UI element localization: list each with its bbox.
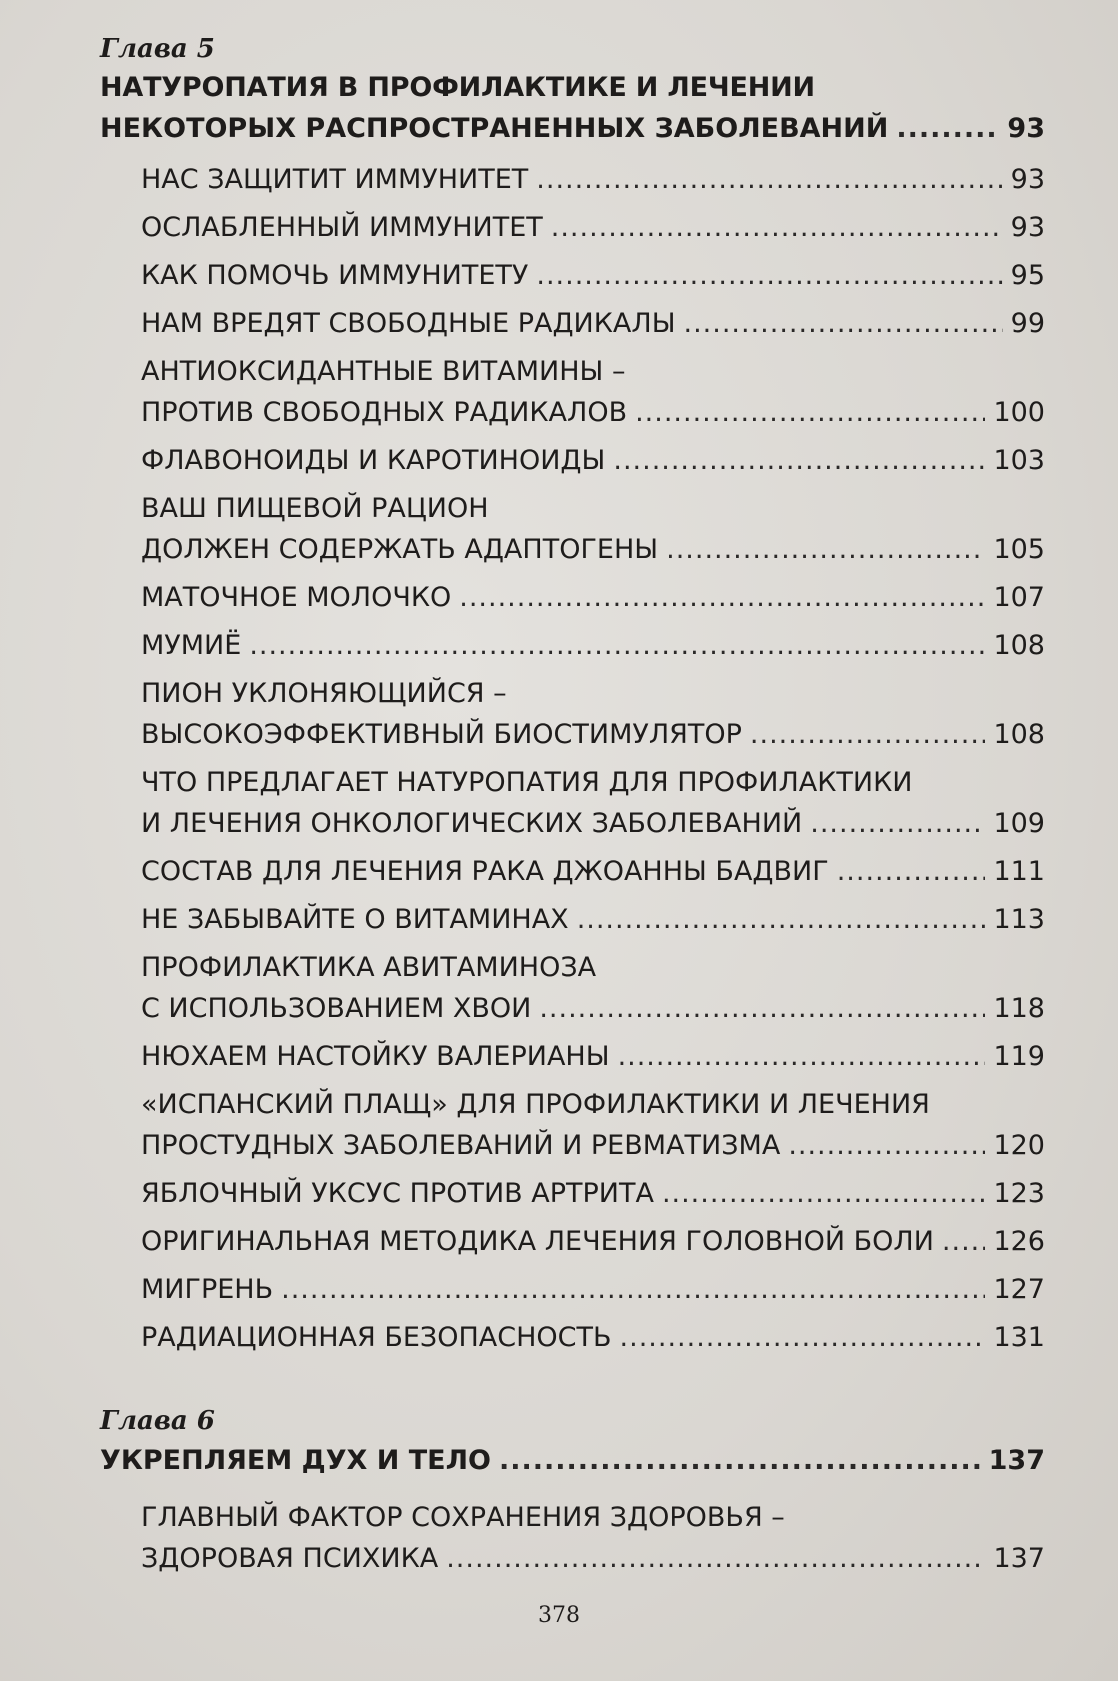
toc-entry-title: МИГРЕНЬ bbox=[141, 1274, 274, 1305]
toc-entry bbox=[141, 762, 1045, 844]
toc-entry-title: И ЛЕЧЕНИЯ ОНКОЛОГИЧЕСКИХ ЗАБОЛЕВАНИЙ bbox=[141, 808, 803, 839]
chapter-6-entries bbox=[141, 1497, 1045, 1586]
leader-dots bbox=[662, 1173, 986, 1214]
chapter-6-title: УКРЕПЛЯЕМ ДУХ И ТЕЛО bbox=[100, 1445, 491, 1476]
toc-entry bbox=[141, 851, 1045, 892]
leader-dots bbox=[551, 207, 1003, 248]
leader-dots bbox=[281, 1269, 985, 1310]
toc-entry-title: ОСЛАБЛЕННЫЙ ИММУНИТЕТ bbox=[141, 212, 543, 243]
toc-entry-page: 118 bbox=[993, 993, 1045, 1024]
chapter-5-title-line-1: НАТУРОПАТИЯ В ПРОФИЛАКТИКЕ И ЛЕЧЕНИИ bbox=[100, 72, 815, 103]
toc-entry-page: 126 bbox=[993, 1226, 1045, 1257]
toc-entry bbox=[141, 899, 1045, 940]
toc-entry bbox=[141, 351, 1045, 433]
toc-entry-row bbox=[141, 803, 1045, 844]
chapter-5-title-row bbox=[100, 108, 1045, 149]
toc-entry bbox=[141, 159, 1045, 200]
toc-entry-title: КАК ПОМОЧЬ ИММУНИТЕТУ bbox=[141, 260, 529, 291]
toc-entry-row bbox=[141, 577, 1045, 618]
toc-entry-row bbox=[141, 851, 1045, 892]
toc-entry-title: ПРОТИВ СВОБОДНЫХ РАДИКАЛОВ bbox=[141, 397, 628, 428]
toc-entry bbox=[141, 440, 1045, 481]
toc-entry-title: С ИСПОЛЬЗОВАНИЕМ ХВОИ bbox=[141, 993, 532, 1024]
leader-dots bbox=[613, 440, 985, 481]
toc-entry-page: 95 bbox=[1010, 260, 1045, 291]
chapter-6-page: 137 bbox=[988, 1445, 1045, 1476]
toc-entry bbox=[141, 207, 1045, 248]
toc-entry-row bbox=[141, 1036, 1045, 1077]
leader-dots bbox=[620, 1317, 986, 1358]
toc-entry-row bbox=[141, 1269, 1045, 1310]
toc-entry-row bbox=[141, 529, 1045, 570]
chapter-5-title-line-2: НЕКОТОРЫХ РАСПРОСТРАНЕННЫХ ЗАБОЛЕВАНИЙ bbox=[100, 113, 889, 144]
toc-entry bbox=[141, 303, 1045, 344]
toc-entry bbox=[141, 1269, 1045, 1310]
page-number: 378 bbox=[538, 1603, 580, 1628]
leader-dots bbox=[536, 159, 1002, 200]
toc-entry bbox=[141, 1497, 1045, 1579]
toc-entry-title-line: ЧТО ПРЕДЛАГАЕТ НАТУРОПАТИЯ ДЛЯ ПРОФИЛАКТИКИ bbox=[141, 767, 913, 798]
leader-dots bbox=[684, 303, 1003, 344]
chapter-6-heading bbox=[100, 1404, 1045, 1481]
leader-dots bbox=[837, 851, 986, 892]
leader-dots bbox=[635, 392, 985, 433]
toc-entry-page: 103 bbox=[993, 445, 1045, 476]
leader-dots bbox=[446, 1538, 985, 1579]
toc-entry-page: 123 bbox=[993, 1178, 1045, 1209]
leader-dots bbox=[942, 1221, 986, 1262]
toc-entry-row bbox=[141, 303, 1045, 344]
toc-entry bbox=[141, 255, 1045, 296]
toc-entry-row bbox=[141, 1317, 1045, 1358]
toc-entry-title-line: ГЛАВНЫЙ ФАКТОР СОХРАНЕНИЯ ЗДОРОВЬЯ – bbox=[141, 1502, 785, 1533]
toc-entry bbox=[141, 488, 1045, 570]
toc-entry-title: ЯБЛОЧНЫЙ УКСУС ПРОТИВ АРТРИТА bbox=[141, 1178, 654, 1209]
leader-dots bbox=[750, 714, 986, 755]
toc-entry-page: 109 bbox=[993, 808, 1045, 839]
toc-entry-row bbox=[141, 1221, 1045, 1262]
toc-entry bbox=[141, 1173, 1045, 1214]
toc-entry-title: ЗДОРОВАЯ ПСИХИКА bbox=[141, 1543, 439, 1574]
toc-entry-title: НАМ ВРЕДЯТ СВОБОДНЫЕ РАДИКАЛЫ bbox=[141, 308, 676, 339]
leader-dots bbox=[788, 1125, 985, 1166]
toc-entry-title: ОРИГИНАЛЬНАЯ МЕТОДИКА ЛЕЧЕНИЯ ГОЛОВНОЙ БОЛИ bbox=[141, 1226, 934, 1257]
chapter-5-page: 93 bbox=[1007, 113, 1045, 144]
toc-entry bbox=[141, 1221, 1045, 1262]
leader-dots bbox=[249, 625, 985, 666]
toc-entry-title: МАТОЧНОЕ МОЛОЧКО bbox=[141, 582, 452, 613]
toc-entry-title: НЮХАЕМ НАСТОЙКУ ВАЛЕРИАНЫ bbox=[141, 1041, 610, 1072]
toc-entry-title: ФЛАВОНОИДЫ И КАРОТИНОИДЫ bbox=[141, 445, 606, 476]
toc-entry-page: 99 bbox=[1010, 308, 1045, 339]
chapter-5-heading bbox=[100, 32, 1045, 149]
toc-entry-row bbox=[141, 255, 1045, 296]
toc-entry-row bbox=[141, 625, 1045, 666]
toc-entry-page: 127 bbox=[993, 1274, 1045, 1305]
chapter-5-label: Глава 5 bbox=[100, 34, 215, 64]
toc-entry-row bbox=[141, 440, 1045, 481]
toc-entry-page: 111 bbox=[993, 856, 1045, 887]
leader-dots bbox=[459, 577, 985, 618]
toc-entry-title: НАС ЗАЩИТИТ ИММУНИТЕТ bbox=[141, 164, 529, 195]
leader-dots bbox=[618, 1036, 986, 1077]
toc-entry-title: СОСТАВ ДЛЯ ЛЕЧЕНИЯ РАКА ДЖОАННЫ БАДВИГ bbox=[141, 856, 829, 887]
toc-entry-row bbox=[141, 392, 1045, 433]
leader-dots bbox=[666, 529, 985, 570]
toc-entry-row bbox=[141, 988, 1045, 1029]
toc-entry bbox=[141, 577, 1045, 618]
toc-entry bbox=[141, 1036, 1045, 1077]
leader-dots bbox=[577, 899, 986, 940]
toc-entry-title: ДОЛЖЕН СОДЕРЖАТЬ АДАПТОГЕНЫ bbox=[141, 534, 659, 565]
toc-entry-row bbox=[141, 1173, 1045, 1214]
toc-entry bbox=[141, 673, 1045, 755]
toc-entry-row bbox=[141, 899, 1045, 940]
toc-entry-title-line: ПИОН УКЛОНЯЮЩИЙСЯ – bbox=[141, 678, 507, 709]
toc-entry bbox=[141, 1084, 1045, 1166]
toc-entry-page: 119 bbox=[993, 1041, 1045, 1072]
toc-entry-page: 93 bbox=[1010, 212, 1045, 243]
leader-dots bbox=[539, 988, 985, 1029]
toc-entry-page: 107 bbox=[993, 582, 1045, 613]
toc-entry-title: ВЫСОКОЭФФЕКТИВНЫЙ БИОСТИМУЛЯТОР bbox=[141, 719, 742, 750]
toc-entry-title: ПРОСТУДНЫХ ЗАБОЛЕВАНИЙ И РЕВМАТИЗМА bbox=[141, 1130, 781, 1161]
chapter-5-entries bbox=[141, 159, 1045, 1365]
toc-entry-title-line: «ИСПАНСКИЙ ПЛАЩ» ДЛЯ ПРОФИЛАКТИКИ И ЛЕЧЕНИЯ bbox=[141, 1089, 930, 1120]
toc-entry-page: 100 bbox=[993, 397, 1045, 428]
toc-entry-page: 131 bbox=[993, 1322, 1045, 1353]
toc-entry-page: 137 bbox=[993, 1543, 1045, 1574]
leader-dots bbox=[896, 108, 999, 149]
toc-entry-page: 93 bbox=[1010, 164, 1045, 195]
toc-entry-row bbox=[141, 159, 1045, 200]
toc-entry-page: 105 bbox=[993, 534, 1045, 565]
leader-dots bbox=[499, 1440, 981, 1481]
toc-entry-title-line: АНТИОКСИДАНТНЫЕ ВИТАМИНЫ – bbox=[141, 356, 626, 387]
toc-entry bbox=[141, 625, 1045, 666]
leader-dots bbox=[810, 803, 985, 844]
chapter-6-label: Глава 6 bbox=[100, 1406, 215, 1436]
toc-entry-title: НЕ ЗАБЫВАЙТЕ О ВИТАМИНАХ bbox=[141, 904, 569, 935]
toc-entry bbox=[141, 1317, 1045, 1358]
toc-entry-row bbox=[141, 1125, 1045, 1166]
toc-entry-page: 120 bbox=[993, 1130, 1045, 1161]
chapter-6-title-row bbox=[100, 1440, 1045, 1481]
toc-entry-page: 113 bbox=[993, 904, 1045, 935]
leader-dots bbox=[536, 255, 1002, 296]
toc-entry-title: РАДИАЦИОННАЯ БЕЗОПАСНОСТЬ bbox=[141, 1322, 612, 1353]
toc-entry-title-line: ВАШ ПИЩЕВОЙ РАЦИОН bbox=[141, 493, 489, 524]
toc-entry bbox=[141, 947, 1045, 1029]
toc-entry-row bbox=[141, 1538, 1045, 1579]
toc-entry-title-line: ПРОФИЛАКТИКА АВИТАМИНОЗА bbox=[141, 952, 597, 983]
toc-entry-row bbox=[141, 207, 1045, 248]
toc-entry-page: 108 bbox=[993, 630, 1045, 661]
toc-entry-page: 108 bbox=[993, 719, 1045, 750]
toc-entry-title: МУМИЁ bbox=[141, 630, 242, 661]
toc-entry-row bbox=[141, 714, 1045, 755]
